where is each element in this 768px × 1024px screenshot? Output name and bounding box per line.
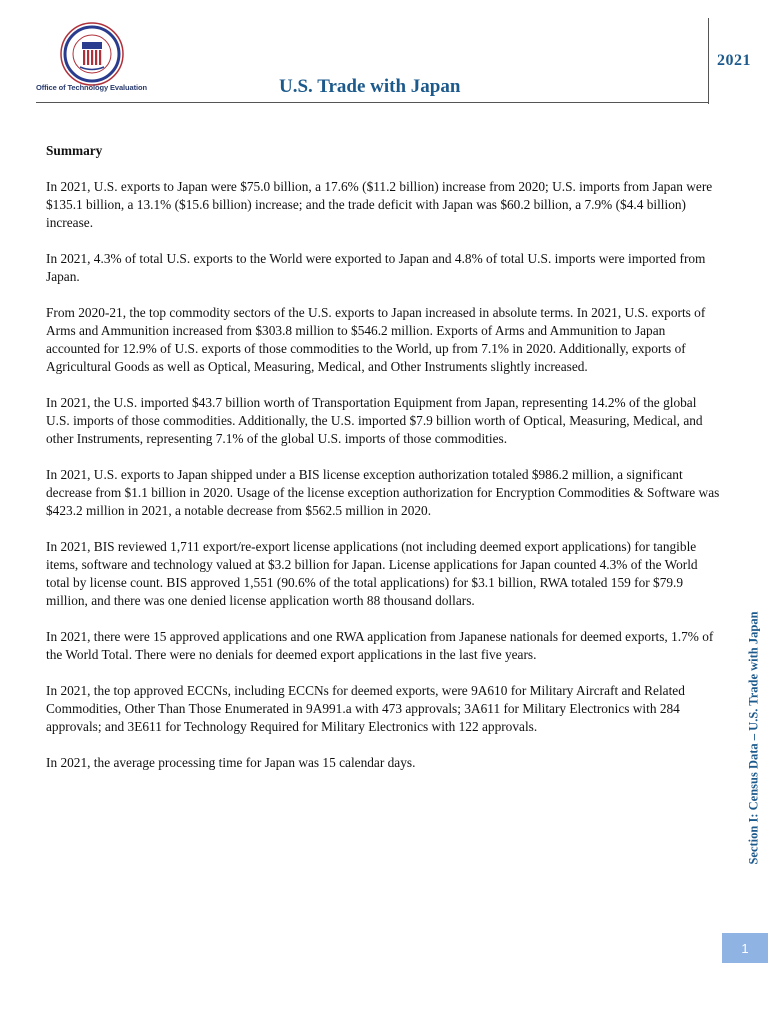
section-side-label [744, 560, 764, 916]
summary-heading: Summary [46, 143, 103, 158]
section-label: Section I: Census Data – U.S. Trade with Japan [746, 611, 761, 865]
paragraph: From 2020-21, the top commodity sectors of the U.S. exports to Japan increased in absolute terms. In 2021, U.S. exports of Arms and Ammunition increased from $303.8 million to $546.2 million. Exports of Arms and Ammunition to Japan accounted for 12.9% of U.S. exports of those commodities to the World, up from 7.1% in 2020. Additionally, exports of Agricultural Goods as well as Optical, Measuring, Medical, and Other Instruments slightly increased. [46, 305, 706, 374]
seal-icon [60, 22, 124, 86]
paragraph: In 2021, 4.3% of total U.S. exports to the World were exported to Japan and 4.8% of total U.S. imports were imported from Japan. [46, 251, 706, 284]
report-year: 2021 [717, 52, 751, 69]
summary-section [46, 142, 720, 790]
page-number-badge [722, 933, 768, 963]
page-number: 1 [741, 940, 749, 956]
header-vertical-divider [708, 18, 709, 104]
paragraph: In 2021, the average processing time for Japan was 15 calendar days. [46, 755, 416, 770]
office-label: Office of Technology Evaluation [36, 83, 147, 92]
department-seal-logo [60, 22, 124, 86]
paragraph: In 2021, the top approved ECCNs, including ECCNs for deemed exports, were 9A610 for Military Aircraft and Related Commodities, Other Than Those Enumerated in 9A991.a with 473 approvals; 3A611 for Military Electronics with 284 approvals; and 3E611 for Technology Required for Military Electronics with 122 approvals. [46, 683, 685, 734]
paragraph: In 2021, there were 15 approved applications and one RWA application from Japanese nationals for deemed exports, 1.7% of the World Total. There were no denials for deemed export applications in the last five years. [46, 629, 714, 662]
paragraph: In 2021, the U.S. imported $43.7 billion worth of Transportation Equipment from Japan, representing 14.2% of the global U.S. imports of those commodities. Additionally, the U.S. imported $7.9 billion worth of Optical, Measuring, Medical, and other Instruments, representing 7.1% of the global U.S. imports of those commodities. [46, 395, 703, 446]
paragraph: In 2021, BIS reviewed 1,711 export/re-export license applications (not including deemed export applications) for tangible items, software and technology valued at $3.2 billion for Japan. License applications for Japan counted 4.3% of the World total by license count. BIS approved 1,551 (90.6% of the total applications) for $3.1 billion, RWA totaled 159 for $79.9 million, and there was one denied license application worth 88 thousand dollars. [46, 539, 698, 608]
paragraph: In 2021, U.S. exports to Japan shipped under a BIS license exception authorization totaled $986.2 million, a significant decrease from $1.1 billion in 2020. Usage of the license exception authorization for Encryption Commodities & Software was $423.2 million in 2021, a notable decrease from $562.5 million in 2020. [46, 467, 720, 518]
header-divider [36, 102, 708, 103]
document-title: U.S. Trade with Japan [279, 76, 461, 97]
paragraph: In 2021, U.S. exports to Japan were $75.0 billion, a 17.6% ($11.2 billion) increase from 2020; U.S. imports from Japan were $135.1 billion, a 13.1% ($15.6 billion) increase; and the trade deficit with Japan was $60.2 billion, a 7.9% ($4.4 billion) increase. [46, 179, 713, 230]
